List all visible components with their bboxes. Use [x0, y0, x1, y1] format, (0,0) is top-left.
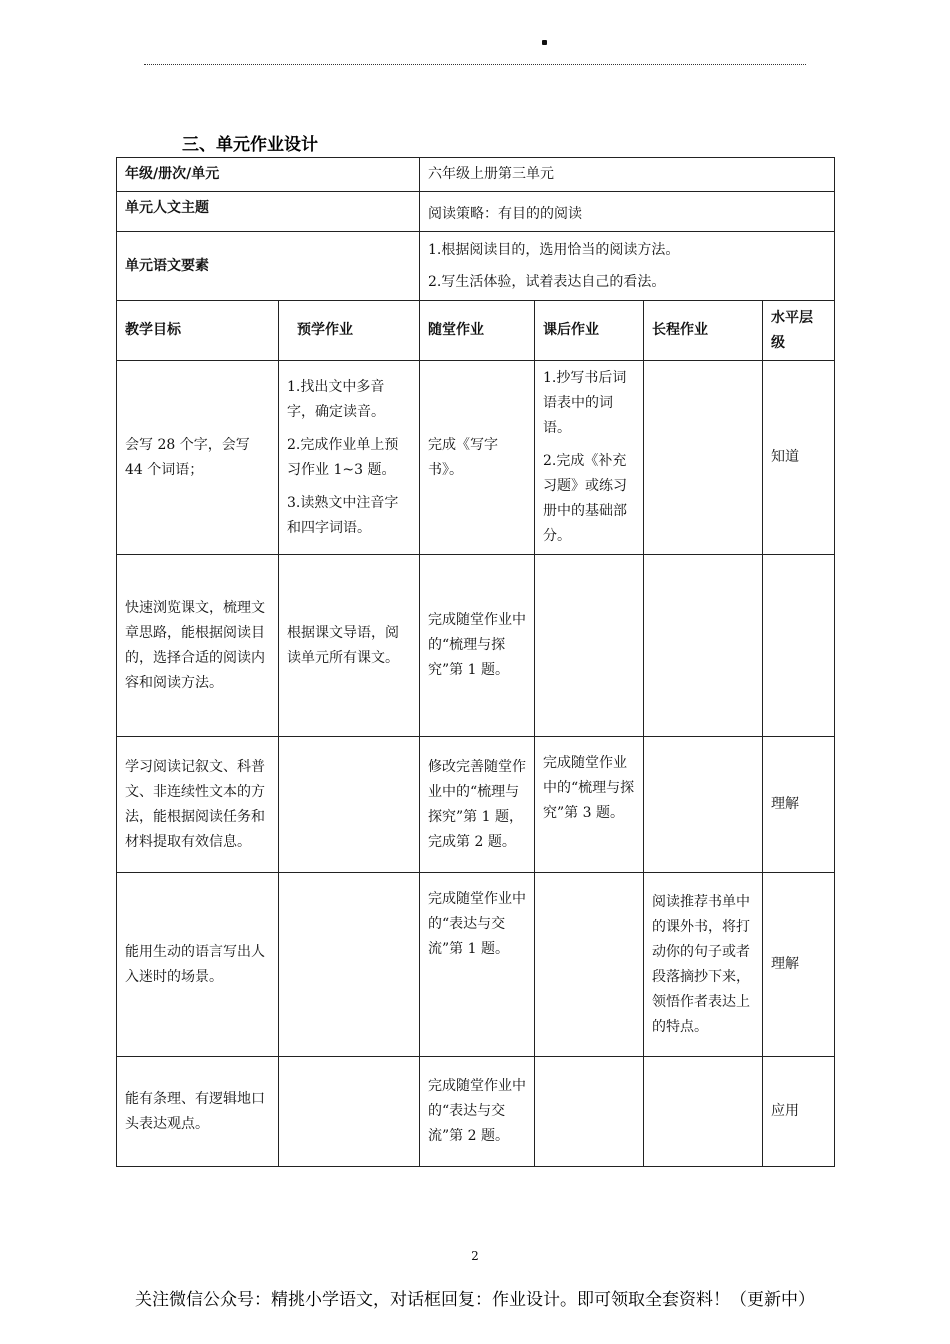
pre-item: 根据课文导语，阅读单元所有课文。 — [287, 624, 399, 666]
theme-row — [117, 192, 835, 232]
level-cell: 知道 — [763, 361, 835, 555]
header-goal: 教学目标 — [117, 301, 279, 361]
table-row — [117, 361, 835, 555]
pre-item: 1.找出文中多音字，确定读音。 — [287, 378, 385, 420]
after-cell — [535, 555, 644, 737]
after-cell — [535, 873, 644, 1057]
table-row — [117, 1057, 835, 1167]
homework-design-table — [116, 157, 835, 1167]
grade-row — [117, 158, 835, 192]
pre-item: 2.完成作业单上预习作业 1~3 题。 — [287, 436, 399, 478]
elements-label: 单元语文要素 — [117, 232, 420, 301]
grade-value: 六年级上册第三单元 — [420, 158, 835, 192]
footer-note: 关注微信公众号：精挑小学语文，对话框回复：作业设计。即可领取全套资料！（更新中） — [135, 1290, 815, 1310]
class-cell: 完成随堂作业中的“梳理与探究”第 1 题。 — [420, 555, 535, 737]
page-number: 2 — [471, 1249, 479, 1263]
elements-row — [117, 232, 835, 301]
header-dotted-rule — [144, 64, 806, 65]
table-row — [117, 873, 835, 1057]
after-item: 完成随堂作业中的“梳理与探究”第 3 题。 — [543, 755, 635, 821]
grade-label: 年级/册次/单元 — [117, 158, 420, 192]
theme-label: 单元人文主题 — [117, 192, 420, 232]
long-cell: 阅读推荐书单中的课外书，将打动你的句子或者段落摘抄下来，领悟作者表达上的特点。 — [644, 873, 763, 1057]
goal-cell: 快速浏览课文，梳理文章思路，能根据阅读目的，选择合适的阅读内容和阅读方法。 — [117, 555, 279, 737]
table-header-row — [117, 301, 835, 361]
pre-cell — [279, 737, 420, 873]
after-item: 2.完成《补充习题》或练习册中的基础部分。 — [543, 453, 628, 544]
elements-values — [420, 232, 835, 301]
header-pre: 预学作业 — [279, 301, 420, 361]
long-cell — [644, 1057, 763, 1167]
header-level: 水平层级 — [763, 301, 835, 361]
class-cell: 完成随堂作业中的“表达与交流”第 1 题。 — [420, 873, 535, 1057]
goal-cell: 能有条理、有逻辑地口头表达观点。 — [117, 1057, 279, 1167]
pre-cell — [279, 1057, 420, 1167]
header-class: 随堂作业 — [420, 301, 535, 361]
table-row — [117, 555, 835, 737]
goal-cell: 学习阅读记叙文、科普文、非连续性文本的方法，能根据阅读任务和材料提取有效信息。 — [117, 737, 279, 873]
class-cell: 完成《写字书》。 — [420, 361, 535, 555]
level-cell: 理解 — [763, 737, 835, 873]
theme-value: 阅读策略：有目的的阅读 — [420, 192, 835, 232]
level-cell: 应用 — [763, 1057, 835, 1167]
after-item: 1.抄写书后词语表中的词语。 — [543, 370, 627, 436]
after-cell — [535, 737, 644, 873]
goal-cell: 会写 28 个字，会写 44 个词语； — [117, 361, 279, 555]
pre-cell — [279, 555, 420, 737]
long-cell — [644, 361, 763, 555]
goal-cell: 能用生动的语言写出人入迷时的场景。 — [117, 873, 279, 1057]
pre-cell — [279, 873, 420, 1057]
level-cell: 理解 — [763, 873, 835, 1057]
element-item-2: 2.写生活体验，试着表达自己的看法。 — [428, 274, 666, 290]
class-cell: 完成随堂作业中的“表达与交流”第 2 题。 — [420, 1057, 535, 1167]
class-cell: 修改完善随堂作业中的“梳理与探究”第 1 题，完成第 2 题。 — [420, 737, 535, 873]
header-long: 长程作业 — [644, 301, 763, 361]
section-title: 三、单元作业设计 — [182, 135, 318, 155]
level-cell — [763, 555, 835, 737]
after-cell — [535, 361, 644, 555]
element-item-1: 1.根据阅读目的，选用恰当的阅读方法。 — [428, 242, 680, 258]
header-after: 课后作业 — [535, 301, 644, 361]
pre-item: 3.读熟文中注音字和四字词语。 — [287, 494, 399, 536]
long-cell — [644, 555, 763, 737]
long-cell — [644, 737, 763, 873]
table-row — [117, 737, 835, 873]
after-cell — [535, 1057, 644, 1167]
pre-cell — [279, 361, 420, 555]
header-dot — [542, 40, 547, 45]
